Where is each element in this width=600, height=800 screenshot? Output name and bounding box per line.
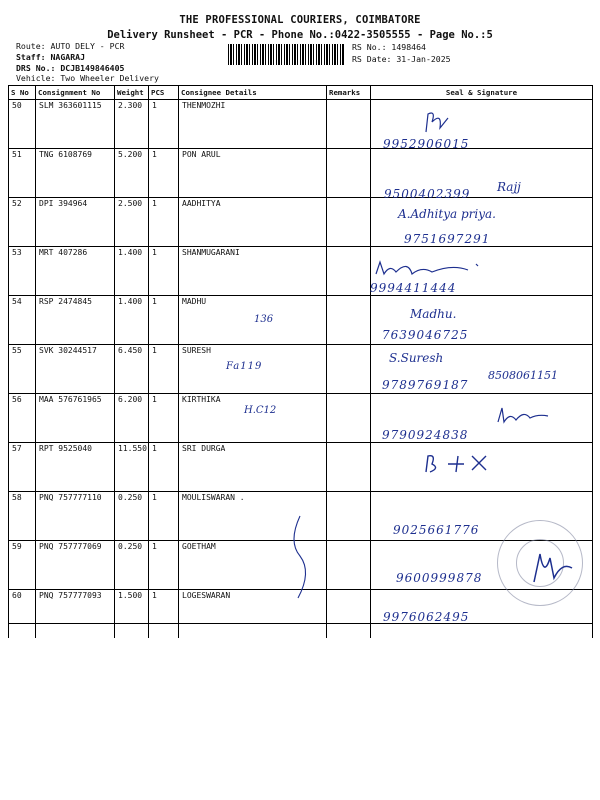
cell-remarks [327, 247, 371, 296]
handwritten-phone-53: 9994411444 [370, 281, 457, 295]
handwritten-phone-55: 9789769187 [382, 378, 469, 392]
cell-consignee: KIRTHIKA [179, 394, 327, 443]
handwritten-note-54: 136 [254, 314, 274, 325]
cell-pcs: 1 [149, 492, 179, 541]
cell-consignee: MADHU [179, 296, 327, 345]
cell-consignee: PON ARUL [179, 149, 327, 198]
barcode [228, 44, 344, 65]
route-label: Route: AUTO DELY - PCR [16, 41, 125, 51]
cell-consignment: RSP 2474845 [36, 296, 115, 345]
handwritten-phone-51: 9500402399 [384, 187, 471, 201]
cell-weight: 1.500 [115, 590, 149, 639]
cell-remarks [327, 443, 371, 492]
vehicle-label: Vehicle: Two Wheeler Delivery [16, 73, 159, 83]
staff-label: Staff: NAGARAJ [16, 52, 86, 62]
signature-56 [494, 404, 554, 428]
cell-remarks [327, 492, 371, 541]
table-row [9, 247, 593, 296]
cell-pcs: 1 [149, 394, 179, 443]
cell-pcs: 1 [149, 345, 179, 394]
cell-weight: 6.450 [115, 345, 149, 394]
cell-sno: 57 [9, 443, 36, 492]
table-header-row [9, 86, 593, 100]
signature-59 [528, 548, 578, 588]
cell-consignee: LOGESWARAN [179, 590, 327, 639]
cell-consignment: MRT 407286 [36, 247, 115, 296]
handwritten-name-54: Madhu. [410, 307, 457, 321]
handwritten-name-55: S.Suresh [389, 351, 444, 365]
cell-consignee: SHANMUGARANI [179, 247, 327, 296]
col-pcs: PCS [149, 86, 179, 100]
cell-remarks [327, 296, 371, 345]
runsheet-title: THE PROFESSIONAL COURIERS, COIMBATORE [179, 14, 421, 26]
cell-pcs: 1 [149, 100, 179, 149]
cell-consignee: SURESH [179, 345, 327, 394]
cell-sno: 52 [9, 198, 36, 247]
cell-pcs: 1 [149, 247, 179, 296]
drs-number: DRS No.: DCJB149846405 [16, 63, 125, 73]
col-consignment: Consignment No [36, 86, 115, 100]
cell-consignment: SVK 30244517 [36, 345, 115, 394]
rs-date: RS Date: 31-Jan-2025 [352, 54, 451, 64]
handwritten-phone-56: 9790924838 [382, 428, 469, 442]
cell-sno: 59 [9, 541, 36, 590]
handwritten-phone-60: 9976062495 [383, 610, 470, 624]
cell-consignment: TNG 6108769 [36, 149, 115, 198]
cell-sno: 50 [9, 100, 36, 149]
cell-weight: 11.550 [115, 443, 149, 492]
cell-consignee: GOETHAM [179, 541, 327, 590]
cell-pcs: 1 [149, 149, 179, 198]
cell-weight: 1.400 [115, 247, 149, 296]
cell-sno: 51 [9, 149, 36, 198]
cell-weight: 1.400 [115, 296, 149, 345]
col-signature: Seal & Signature [371, 86, 593, 100]
cell-weight: 6.200 [115, 394, 149, 443]
cell-pcs: 1 [149, 590, 179, 639]
cell-consignee: MOULISWARAN . [179, 492, 327, 541]
cell-weight: 2.500 [115, 198, 149, 247]
cell-consignment: RPT 9525040 [36, 443, 115, 492]
handwritten-phone-59: 9600999878 [396, 571, 483, 585]
runsheet-subtitle: Delivery Runsheet - PCR - Phone No.:0422-3505555 - Page No.:5 [107, 29, 493, 41]
handwritten-name-51: Rajj [497, 180, 521, 194]
cell-pcs: 1 [149, 198, 179, 247]
cell-remarks [327, 394, 371, 443]
handwritten-phone-58: 9025661776 [393, 523, 480, 537]
cell-sno: 56 [9, 394, 36, 443]
col-sno: S No [9, 86, 36, 100]
cell-consignee: AADHITYA [179, 198, 327, 247]
handwritten-note-56: H.C12 [244, 405, 277, 416]
cell-remarks [327, 590, 371, 639]
table-row [9, 443, 593, 492]
cell-consignment: PNQ 757777093 [36, 590, 115, 639]
col-consignee: Consignee Details [179, 86, 327, 100]
cell-consignment: PNQ 757777069 [36, 541, 115, 590]
cell-consignee: THENMOZHI [179, 100, 327, 149]
cell-sno: 58 [9, 492, 36, 541]
cell-sno: 53 [9, 247, 36, 296]
signature-53 [372, 258, 492, 282]
cell-sno: 60 [9, 590, 36, 639]
table-row [9, 296, 593, 345]
cell-weight: 2.300 [115, 100, 149, 149]
table-row [9, 198, 593, 247]
cell-consignment: MAA 576761965 [36, 394, 115, 443]
cell-remarks [327, 149, 371, 198]
handwritten-note-55: Fa119 [226, 361, 263, 372]
cell-weight: 0.250 [115, 541, 149, 590]
cell-consignment: PNQ 757777110 [36, 492, 115, 541]
signature-50 [418, 108, 458, 136]
table-row [9, 100, 593, 149]
cell-weight: 0.250 [115, 492, 149, 541]
rs-number: RS No.: 1498464 [352, 42, 426, 52]
signature-stroke-58 [286, 512, 316, 602]
cell-sno: 55 [9, 345, 36, 394]
cell-remarks [327, 345, 371, 394]
cell-remarks [327, 100, 371, 149]
cell-remarks [327, 541, 371, 590]
cell-sno: 54 [9, 296, 36, 345]
col-weight: Weight [115, 86, 149, 100]
handwritten-phone-54: 7639046725 [382, 328, 469, 342]
cell-consignment: DPI 394964 [36, 198, 115, 247]
handwritten-phone-52: 9751697291 [404, 232, 491, 246]
handwritten-phone-50: 9952906015 [383, 137, 470, 151]
handwritten-name-52: A.Adhitya priya. [398, 207, 496, 221]
cell-consignee: SRI DURGA [179, 443, 327, 492]
table-bottom-rule [8, 623, 592, 624]
cell-weight: 5.200 [115, 149, 149, 198]
cell-pcs: 1 [149, 296, 179, 345]
handwritten-phone2-55: 8508061151 [488, 369, 558, 382]
signature-57 [420, 450, 500, 478]
cell-consignment: SLM 363601115 [36, 100, 115, 149]
cell-pcs: 1 [149, 443, 179, 492]
col-remarks: Remarks [327, 86, 371, 100]
cell-pcs: 1 [149, 541, 179, 590]
cell-remarks [327, 198, 371, 247]
